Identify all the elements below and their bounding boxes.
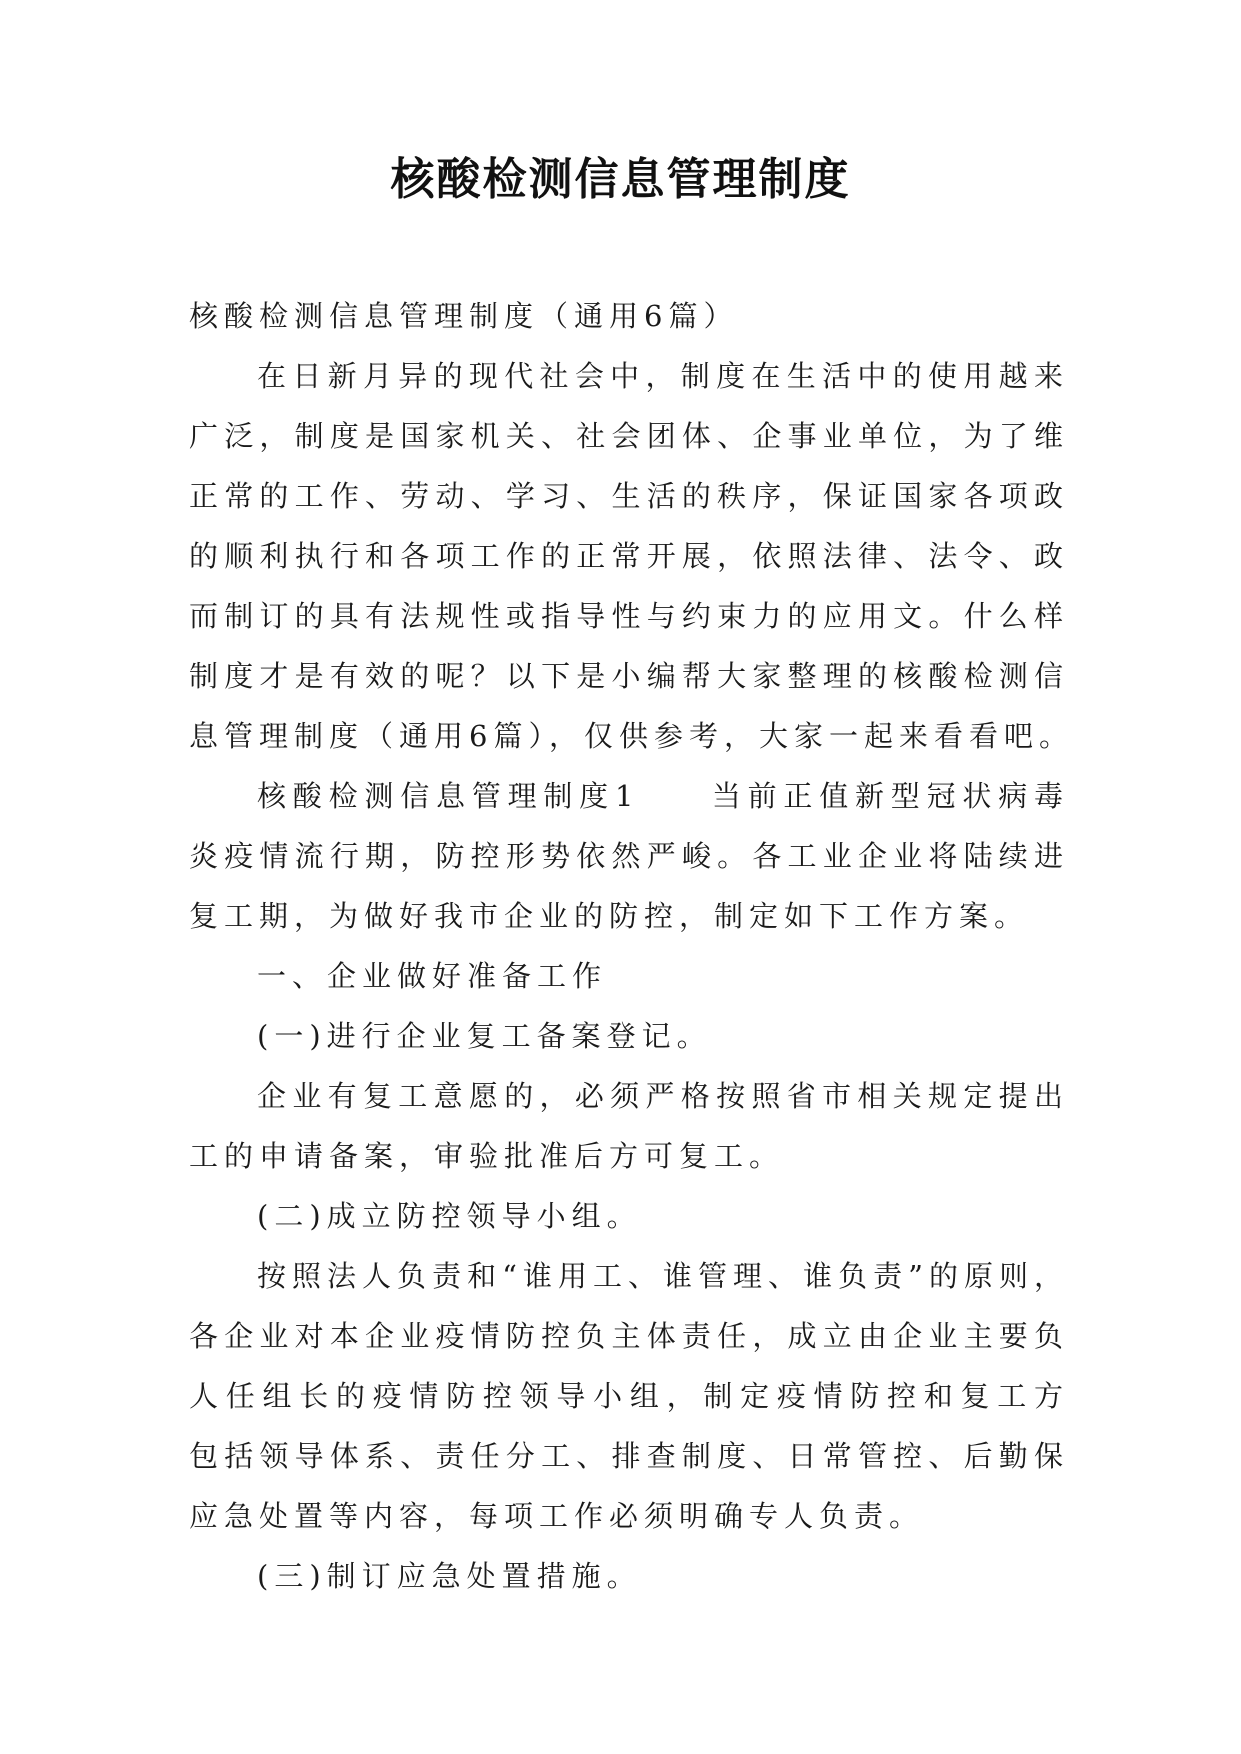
text-line: 的顺利执行和各项工作的正常开展，依照法律、法令、政: [189, 539, 1069, 573]
text-line: 核酸检测信息管理制度（通用6篇）: [189, 299, 739, 333]
text-line: 包括领导体系、责任分工、排查制度、日常管控、后勤保: [189, 1439, 1069, 1473]
text-line: (三)制订应急处置措施。: [257, 1559, 642, 1593]
text-line: 息管理制度（通用6篇），仅供参考，大家一起来看看吧。: [189, 719, 1074, 753]
text-line: 在日新月异的现代社会中，制度在生活中的使用越来: [257, 359, 1069, 393]
text-line: 广泛，制度是国家机关、社会团体、企事业单位，为了维: [189, 419, 1069, 453]
text-line: 核酸检测信息管理制度1 当前正值新型冠状病毒: [257, 779, 1069, 813]
text-line: 工的申请备案，审验批准后方可复工。: [189, 1139, 785, 1173]
text-line: 企业有复工意愿的，必须严格按照省市相关规定提出: [257, 1079, 1069, 1113]
text-line: 正常的工作、劳动、学习、生活的秩序，保证国家各项政: [189, 479, 1069, 513]
text-line: 制度才是有效的呢？以下是小编帮大家整理的核酸检测信: [189, 659, 1069, 693]
text-line: 而制订的具有法规性或指导性与约束力的应用文。什么样: [189, 599, 1069, 633]
text-line: (二)成立防控领导小组。: [257, 1199, 642, 1233]
text-line: 按照法人负责和“谁用工、谁管理、谁负责”的原则，: [257, 1259, 1069, 1293]
text-line: 一、企业做好准备工作: [257, 959, 608, 993]
text-line: 人任组长的疫情防控领导小组，制定疫情防控和复工方: [189, 1379, 1069, 1413]
text-line: (一)进行企业复工备案登记。: [257, 1019, 712, 1053]
text-line: 各企业对本企业疫情防控负主体责任，成立由企业主要负: [189, 1319, 1069, 1353]
document-title: 核酸检测信息管理制度: [390, 154, 851, 205]
text-line: 复工期，为做好我市企业的防控，制定如下工作方案。: [189, 899, 1030, 933]
text-line: 炎疫情流行期，防控形势依然严峻。各工业企业将陆续进: [189, 839, 1069, 873]
text-line: 应急处置等内容，每项工作必须明确专人负责。: [189, 1499, 925, 1533]
document-body: [189, 286, 1074, 1606]
